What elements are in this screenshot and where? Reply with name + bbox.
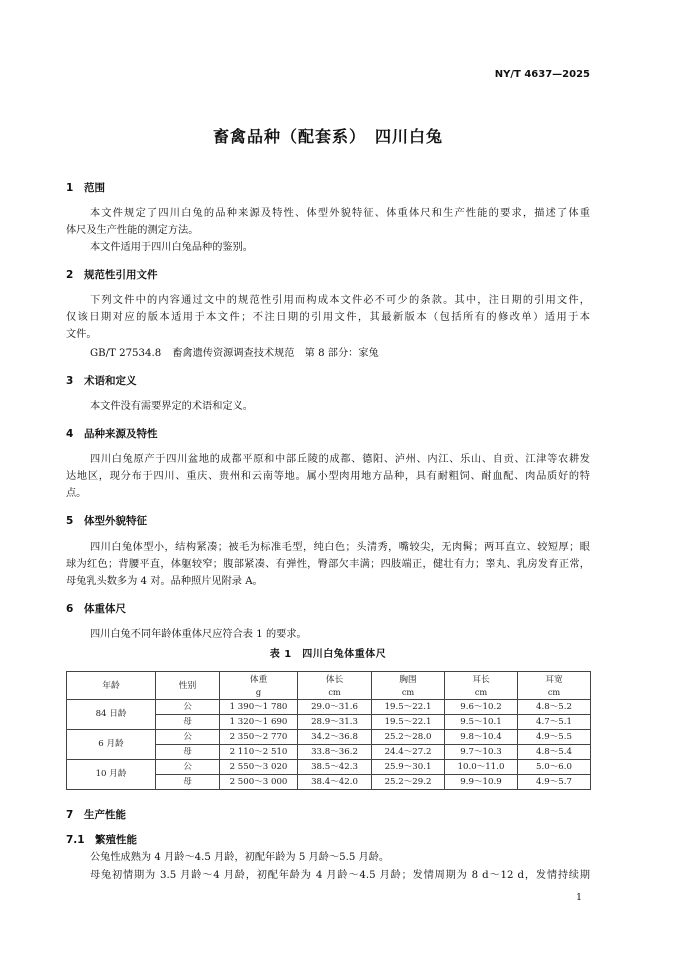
normative-reference <box>66 345 590 362</box>
column-header-body-length <box>298 672 372 700</box>
weight-body-size-table <box>66 671 591 790</box>
body-length-cell: 29.0～31.6 <box>298 700 372 715</box>
body-length-cell: 33.8～36.2 <box>298 745 372 760</box>
column-unit: cm <box>547 686 561 697</box>
chest-girth-cell: 25.9～30.1 <box>372 760 445 775</box>
ear-length-cell: 9.5～10.1 <box>445 715 518 730</box>
section-title: 范围 <box>84 182 105 194</box>
section-title: 术语和定义 <box>84 375 137 387</box>
ear-width-cell: 4.8～5.2 <box>518 700 591 715</box>
ear-length-cell: 9.6～10.2 <box>445 700 518 715</box>
column-unit: cm <box>328 686 341 697</box>
weight-cell: 2 350～2 770 <box>220 730 298 745</box>
table-row <box>67 700 591 715</box>
table-row <box>67 760 591 775</box>
subsection-7-1-heading <box>66 832 137 848</box>
sex-cell: 公 <box>156 760 220 775</box>
body-length-cell: 28.9～31.3 <box>298 715 372 730</box>
body-length-cell: 34.2～36.8 <box>298 730 372 745</box>
paragraph-line: 母兔初情期为 3.5 月龄～4 月龄，初配年龄为 4 月龄～4.5 月龄；发情周期为 8 d～12 d，发情持续期 <box>90 870 590 881</box>
chest-girth-cell: 19.5～22.1 <box>372 700 445 715</box>
section-number: 7 <box>66 809 74 821</box>
paragraph-line: 下列文件中的内容通过文中的规范性引用而构成本文件必不可少的条款。其中，注日期的引用文件， <box>90 295 590 306</box>
paragraph-line: 本文件规定了四川白兔的品种来源及特性、体型外貌特征、体重体尺和生产性能的要求，描述了体重 <box>90 208 590 219</box>
column-label: 体长 <box>325 674 344 685</box>
section-1-body <box>66 205 590 256</box>
paragraph-line: 本文件适用于四川白兔品种的鉴别。 <box>90 242 253 253</box>
reference-line <box>66 345 590 362</box>
table-row <box>67 730 591 745</box>
ear-length-cell: 9.8～10.4 <box>445 730 518 745</box>
age-cell: 10 月龄 <box>67 760 156 790</box>
ear-length-cell: 9.7～10.3 <box>445 745 518 760</box>
paragraph-line: 公兔性成熟为 4 月龄～4.5 月龄，初配年龄为 5 月龄～5.5 月龄。 <box>90 852 390 863</box>
weight-cell: 2 110～2 510 <box>220 745 298 760</box>
age-cell: 6 月龄 <box>67 730 156 760</box>
sex-cell: 公 <box>156 700 220 715</box>
ear-width-cell: 4.8～5.4 <box>518 745 591 760</box>
section-7-heading <box>66 807 126 823</box>
subsection-number: 7.1 <box>66 834 85 846</box>
ear-length-cell: 10.0～11.0 <box>445 760 518 775</box>
ear-width-cell: 4.9～5.7 <box>518 775 591 790</box>
section-2-body <box>66 292 590 343</box>
section-title: 品种来源及特性 <box>84 428 158 440</box>
paragraph-line: 本文件没有需要界定的术语和定义。 <box>90 401 253 412</box>
paragraph-line: 四川白兔体型小，结构紧凑；被毛为标准毛型，纯白色；头清秀，嘴较尖，无肉髯；两耳直立、较短厚；眼 <box>90 542 590 553</box>
paragraph-line: 体尺及生产性能的测定方法。 <box>66 225 199 236</box>
section-6-body <box>66 626 590 643</box>
section-number: 1 <box>66 182 74 194</box>
sex-cell: 母 <box>156 745 220 760</box>
section-5-heading <box>66 513 147 529</box>
chest-girth-cell: 24.4～27.2 <box>372 745 445 760</box>
weight-cell: 2 500～3 000 <box>220 775 298 790</box>
section-3-heading <box>66 373 137 389</box>
section-number: 3 <box>66 375 74 387</box>
chest-girth-cell: 25.2～28.0 <box>372 730 445 745</box>
column-label: 耳长 <box>472 674 490 685</box>
subsection-7-1-body <box>66 849 590 885</box>
column-label: 胸围 <box>399 674 417 685</box>
body-length-cell: 38.4～42.0 <box>298 775 372 790</box>
column-label: 耳宽 <box>545 674 563 685</box>
paragraph-line: 四川白兔原产于四川盆地的成都平原和中部丘陵的成都、德阳、泸州、内江、乐山、自贡、江津等农耕发 <box>90 454 590 465</box>
weight-cell: 1 320～1 690 <box>220 715 298 730</box>
table-caption: 表 1 四川白兔体重体尺 <box>269 649 387 660</box>
section-number: 4 <box>66 428 74 440</box>
column-header-sex <box>156 672 220 700</box>
ear-length-cell: 9.9～10.9 <box>445 775 518 790</box>
column-header-chest-girth <box>372 672 445 700</box>
reference-title: 畜禽遗传资源调查技术规范 第 8 部分：家兔 <box>172 348 379 359</box>
section-4-heading <box>66 426 158 442</box>
column-unit: g <box>255 686 262 697</box>
column-header-ear-width <box>518 672 591 700</box>
paragraph-line: 仅该日期对应的版本适用于本文件；不注日期的引用文件，其最新版本（包括所有的修改单）适用于本 <box>66 312 590 323</box>
body-length-cell: 38.5～42.3 <box>298 760 372 775</box>
reference-code: GB/T 27534.8 <box>90 348 162 359</box>
section-5-body <box>66 539 590 590</box>
section-1-heading <box>66 180 105 196</box>
column-header-age <box>67 672 156 700</box>
section-6-heading <box>66 601 126 617</box>
section-title: 生产性能 <box>84 809 126 821</box>
sex-cell: 母 <box>156 775 220 790</box>
section-title: 体型外貌特征 <box>84 515 147 527</box>
sex-cell: 公 <box>156 730 220 745</box>
standard-code: NY/T 4637—2025 <box>494 69 590 80</box>
paragraph-line: 母兔乳头数多为 4 对。品种照片见附录 A。 <box>66 576 263 587</box>
column-label: 性别 <box>178 680 197 691</box>
paragraph-line: 文件。 <box>66 329 97 340</box>
ear-width-cell: 4.9～5.5 <box>518 730 591 745</box>
paragraph-line: 球为红色；背腰平直，体躯较窄；腹部紧凑、有弹性，臀部欠丰满；四肢端正，健壮有力；睾丸、乳房发育正常， <box>66 559 590 570</box>
section-title: 规范性引用文件 <box>84 269 158 281</box>
section-2-heading <box>66 267 158 283</box>
weight-cell: 1 390～1 780 <box>220 700 298 715</box>
column-header-ear-length <box>445 672 518 700</box>
age-cell: 84 日龄 <box>67 700 156 730</box>
weight-cell: 2 550～3 020 <box>220 760 298 775</box>
column-label: 年龄 <box>102 680 120 691</box>
paragraph-line: 四川白兔不同年龄体重体尺应符合表 1 的要求。 <box>90 629 307 640</box>
paragraph-line: 达地区，现分布于四川、重庆、贵州和云南等地。属小型肉用地方品种，具有耐粗饲、耐血配、肉品质好的特 <box>66 471 590 482</box>
page-number: 1 <box>576 892 583 903</box>
column-header-weight <box>220 672 298 700</box>
column-unit: cm <box>474 686 488 697</box>
section-3-body <box>66 398 590 415</box>
column-unit: cm <box>401 686 415 697</box>
table-header-row <box>67 672 591 700</box>
section-number: 2 <box>66 269 74 281</box>
ear-width-cell: 5.0～6.0 <box>518 760 591 775</box>
chest-girth-cell: 19.5～22.1 <box>372 715 445 730</box>
paragraph-line: 点。 <box>66 488 87 499</box>
ear-width-cell: 4.7～5.1 <box>518 715 591 730</box>
chest-girth-cell: 25.2～29.2 <box>372 775 445 790</box>
document-title: 畜禽品种（配套系） 四川白兔 <box>212 127 443 146</box>
column-label: 体重 <box>249 674 268 685</box>
sex-cell: 母 <box>156 715 220 730</box>
section-4-body <box>66 451 590 502</box>
section-number: 6 <box>66 603 74 615</box>
section-number: 5 <box>66 515 74 527</box>
section-title: 体重体尺 <box>84 603 126 615</box>
subsection-title: 繁殖性能 <box>95 834 137 846</box>
